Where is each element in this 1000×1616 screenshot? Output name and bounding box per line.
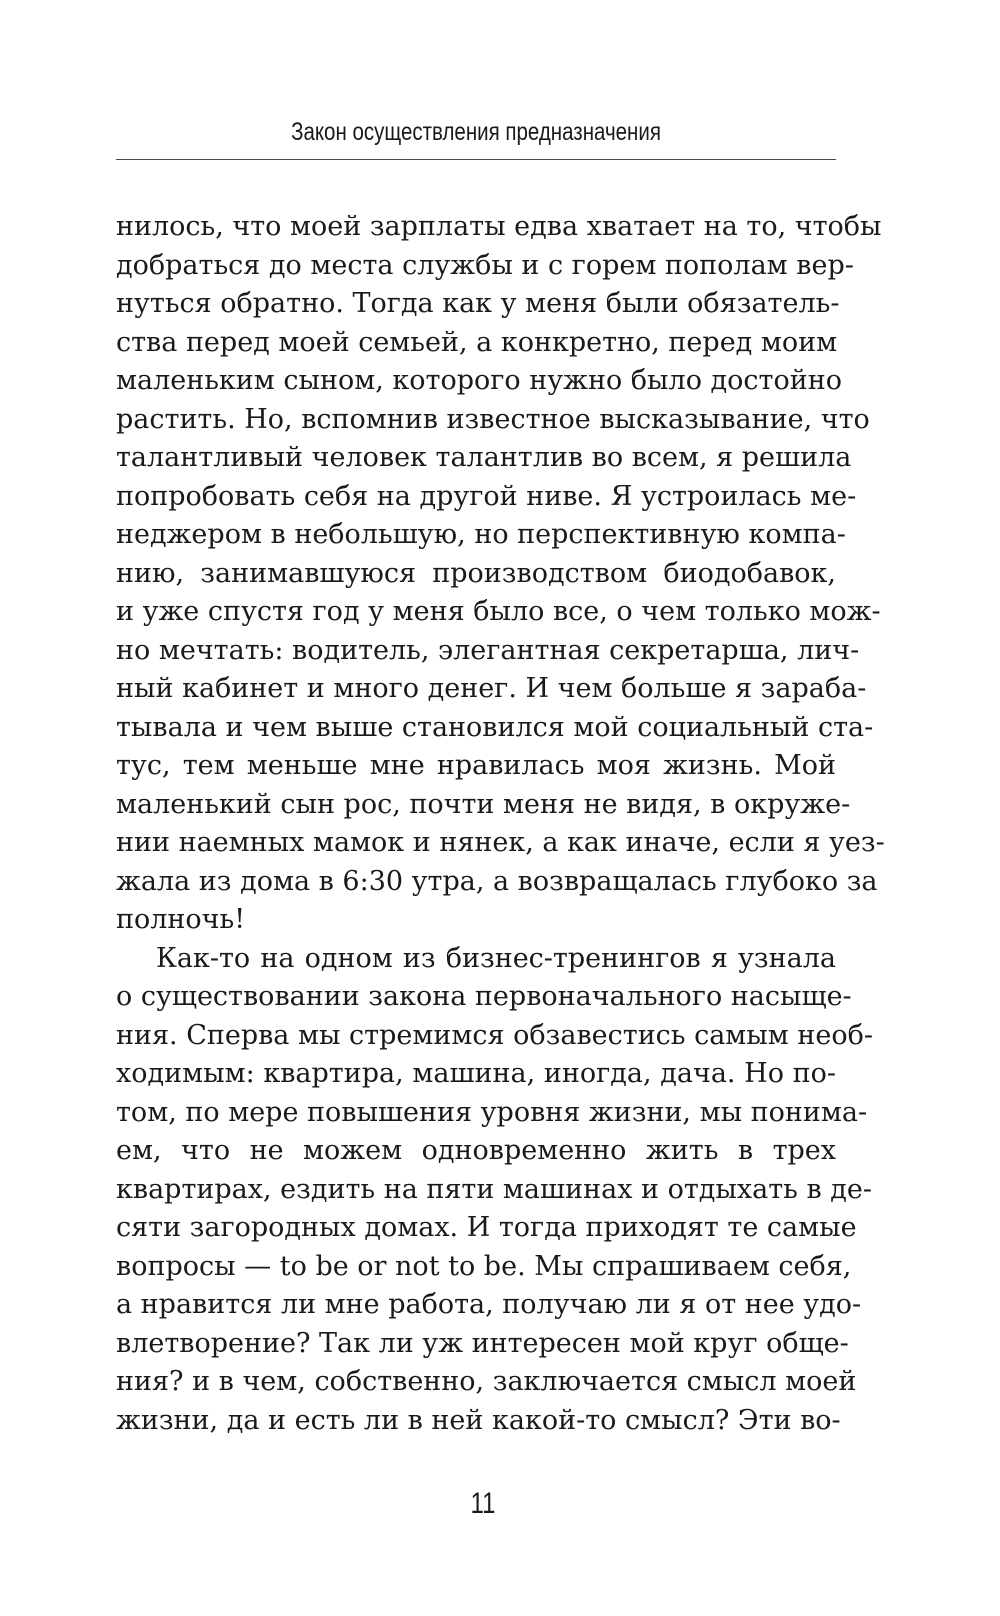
text-line: маленьким сыном, которого нужно было достойно <box>116 365 842 396</box>
text-line: и уже спустя год у меня было все, о чем только мож- <box>116 596 881 627</box>
paragraph <box>116 940 873 1441</box>
text-line: жизни, да и есть ли в ней какой-то смысл? Эти во- <box>116 1404 841 1436</box>
paragraph <box>116 208 885 940</box>
text-line: ства перед моей семьей, а конкретно, перед моим <box>116 326 838 358</box>
text-line: а нравится ли мне работа, получаю ли я от нее удо- <box>116 1289 862 1320</box>
text-line: том, по мере повышения уровня жизни, мы понима- <box>116 1096 868 1128</box>
text-line: ный кабинет и много денег. И чем больше я зараба- <box>116 673 867 704</box>
text-line: квартирах, ездить на пяти машинах и отдыхать в де- <box>116 1173 872 1205</box>
text-line: нуться обратно. Тогда как у меня были обязатель- <box>116 288 840 319</box>
text-line: сяти загородных домах. И тогда приходят те самые <box>116 1212 857 1243</box>
text-line: неджером в небольшую, но перспективную компа- <box>116 519 846 550</box>
text-line: ем, что не можем одновременно жить в трех <box>116 1135 836 1166</box>
text-line: тывала и чем выше становился мой социальный ста- <box>116 711 874 743</box>
text-line: добраться до места службы и с горем пополам вер- <box>116 249 854 281</box>
text-line: Как-то на одном из бизнес-тренингов я узнала <box>156 942 836 974</box>
text-line: ходимым: квартира, машина, иногда, дача. Но по- <box>116 1058 836 1089</box>
text-line: ния? и в чем, собственно, заключается смысл моей <box>116 1366 857 1397</box>
page-number: 11 <box>470 1487 496 1520</box>
header-divider <box>116 159 836 160</box>
text-line: о существовании закона первоначального насыще- <box>116 981 852 1012</box>
text-line: жала из дома в 6:30 утра, а возвращалась глубоко за <box>116 865 878 897</box>
text-line: тус, тем меньше мне нравилась моя жизнь. Мой <box>116 750 836 781</box>
text-line: но мечтать: водитель, элегантная секретарша, лич- <box>116 634 860 666</box>
text-line: талантливый человек талантлив во всем, я решила <box>116 442 852 473</box>
body-text <box>116 208 885 1440</box>
text-line: ния. Сперва мы стремимся обзавестись самым необ- <box>116 1019 873 1051</box>
text-line: маленький сын рос, почти меня не видя, в окруже- <box>116 788 851 820</box>
text-line: полночь! <box>116 904 246 935</box>
running-header: Закон осуществления предназначения <box>291 118 661 146</box>
text-line: нию, занимавшуюся производством биодобавок, <box>116 557 836 589</box>
text-line: вопросы — to be or not to be. Мы спрашиваем себя, <box>116 1250 852 1282</box>
text-line: нилось, что моей зарплаты едва хватает на то, чтобы <box>116 211 882 242</box>
text-line: растить. Но, вспомнив известное высказывание, что <box>116 403 870 435</box>
text-line: нии наемных мамок и нянек, а как иначе, если я уез- <box>116 827 885 858</box>
text-line: влетворение? Так ли уж интересен мой круг обще- <box>116 1327 849 1359</box>
text-line: попробовать себя на другой ниве. Я устроилась ме- <box>116 480 857 512</box>
